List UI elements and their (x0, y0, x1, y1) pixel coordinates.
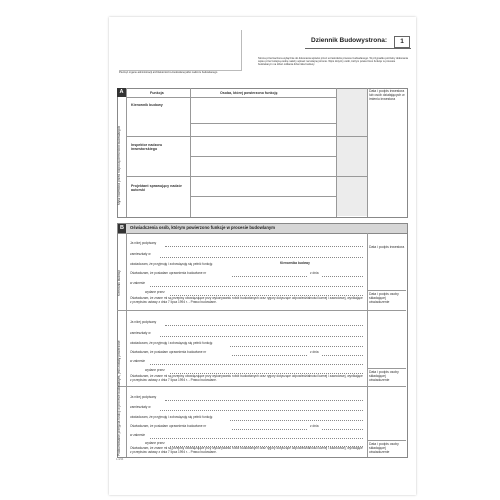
declaration-line: w zakresie (130, 281, 146, 285)
declaration-line: wydane przez (145, 368, 165, 372)
declaration-line: w zakresie (130, 359, 146, 363)
divider (367, 368, 406, 369)
signature-label: Data i podpis osoby składającej oświadczenie (369, 370, 399, 382)
declaration-line: zamieszkały w (130, 331, 151, 335)
declaration-line: z dnia (310, 271, 319, 275)
declaration-line: z dnia (310, 424, 319, 428)
declaration-line: Oświadczam, że posiadam uprawnienia budowlane nr (130, 350, 207, 354)
page-label: strona: (365, 37, 388, 44)
fill-line (150, 286, 363, 287)
divider (126, 136, 367, 137)
divider (190, 196, 336, 197)
divider (367, 440, 406, 441)
section-b-side-label: Kierownik budowy (117, 270, 121, 296)
divider (367, 233, 368, 457)
page-number: 1 (394, 36, 410, 48)
declaration-text: Oświadczam, że znane mi są przepisy obowiązujące przy wykonywaniu robót budowlanych oraz rygory dotyczące odpowiedzialności karnej i zawodowej, wynikające z przepisów ustawy z dnia 7 lipca 1994 r. - Prawo budowlane. (130, 446, 363, 454)
declaration-text: Oświadczam, że znane mi są przepisy obowiązujące przy wykonywaniu robót budowlanych oraz rygory dotyczące odpowiedzialności karnej i zawodowej, wynikające z przepisów ustawy z dnia 7 lipca 1994 r. - Prawo budowlane. (130, 296, 363, 304)
declaration-text: Oświadczam, że znane mi są przepisy obowiązujące przy wykonywaniu robót budowlanych oraz rygory dotyczące odpowiedzialności karnej i zawodowej, wynikające z przepisów ustawy z dnia 7 lipca 1994 r. - Prawo budowlane. (130, 374, 363, 382)
fill-line (230, 420, 363, 421)
section-b-side-label: Podsumowanie przejęcia funkcji w procesie budowlanym, jeśli zostały powierzone (117, 340, 121, 456)
divider (367, 88, 368, 217)
fill-line (165, 246, 363, 247)
row-function: Projektant sprawujący nadzór autorski (131, 184, 182, 193)
signature-label: Data i podpis osoby składającej oświadczenie (369, 442, 399, 454)
declaration-line: zamieszkały w (130, 252, 151, 256)
signature-column-header: Data i podpis inwestora lub osób działających w imieniu inwestora (369, 89, 405, 101)
column-header-function: Funkcja (150, 91, 164, 95)
stamp-box (119, 30, 242, 71)
divider (190, 156, 336, 157)
section-b-letter: B (118, 224, 126, 233)
fill-line (232, 355, 307, 356)
footer-code: 1-4/14 (116, 458, 124, 461)
declaration-line: zamieszkały w (130, 405, 151, 409)
declaration-line: Oświadczam, że posiadam uprawnienia budowlane nr (130, 424, 207, 428)
fill-line (322, 276, 363, 277)
fill-line (232, 276, 307, 277)
declaration-line: w zakresie (130, 433, 146, 437)
section-a-side-label: Mysz Inwestora przed rozpoczęciem robót budowlanych (117, 125, 121, 205)
divider (190, 88, 191, 217)
title-underline (305, 48, 411, 49)
fill-line (150, 364, 363, 365)
shaded-column (337, 89, 367, 216)
divider (117, 310, 406, 311)
fill-line (322, 355, 363, 356)
divider (126, 97, 367, 98)
fill-line (165, 325, 363, 326)
fill-line (160, 257, 363, 258)
fill-line (150, 438, 363, 439)
declaration-line: z dnia (310, 350, 319, 354)
divider (126, 88, 127, 217)
declaration-line: oświadczam, że przyjmuję i zobowiązuję się pełnić funkcję (130, 415, 213, 419)
declaration-line: Ja niżej podpisany (130, 395, 157, 399)
header-note: Strona przeznaczona wyłącznie do dokonania wpisów przez uczestników procesu budowlanego. W przypadku potrzeby dokonania wpisu przez kolejną osobę należy wpisać na kolejnej stronie. Wpis dotyczy osób, którym powierzono funkcje w procesie budowlanym na dzień oddania dziennika budowy. (258, 57, 408, 66)
stamp-caption: Pieczęć organu administracji architektoniczno-budowlanej albo nadzoru budowlanego (119, 71, 218, 74)
fill-line (160, 336, 363, 337)
fill-line (230, 346, 363, 347)
fill-line (322, 429, 363, 430)
fill-line (160, 410, 363, 411)
divider (367, 290, 406, 291)
declaration-line: Ja niżej podpisany (130, 241, 157, 245)
declaration-line: oświadczam, że przyjmuję i zobowiązuję się pełnić funkcję (130, 341, 213, 345)
divider (126, 176, 367, 177)
section-b-title: Oświadczenia osób, którym powierzono funkcje w procesie budowlanym (130, 225, 275, 230)
divider (126, 233, 127, 457)
declaration-line: wydane przez (145, 441, 165, 445)
signature-label: Data i podpis inwestora (369, 245, 405, 249)
document-title: Dziennik Budowy (311, 37, 365, 44)
row-function: Inspektor nadzoru inwestorskiego (131, 143, 163, 152)
column-header-person: Osoba, której powierzono funkcję (220, 91, 278, 95)
declaration-line: wydane przez (145, 290, 165, 294)
declaration-line: oświadczam, że przyjmuję i zobowiązuję się pełnić funkcję (130, 262, 213, 266)
fill-line (232, 429, 307, 430)
divider (117, 386, 406, 387)
row-function: Kierownik budowy (131, 103, 163, 107)
function-value: Kierownika budowy (280, 261, 310, 265)
divider (190, 123, 336, 124)
declaration-line: Oświadczam, że posiadam uprawnienia budowlane nr (130, 271, 207, 275)
section-a-letter: A (117, 88, 126, 97)
fill-line (165, 400, 363, 401)
signature-label: Data i podpis osoby składającej oświadczenie (369, 292, 399, 304)
declaration-line: Ja niżej podpisany (130, 320, 157, 324)
